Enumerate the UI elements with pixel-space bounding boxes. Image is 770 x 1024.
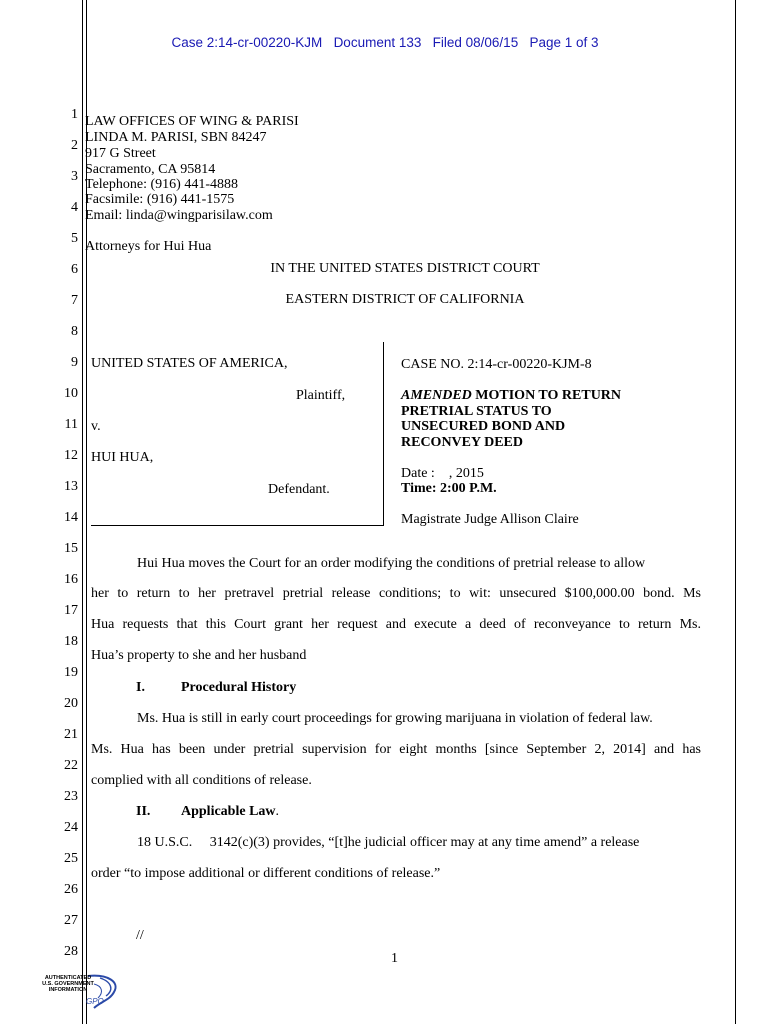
section-2-heading: [181, 804, 279, 819]
firm-name: LAW OFFICES OF WING & PARISI: [85, 114, 299, 129]
defendant-name: HUI HUA,: [91, 450, 154, 465]
plaintiff-role: Plaintiff,: [296, 388, 346, 403]
section-2-period: .: [275, 804, 280, 819]
header-filed: Filed 08/06/15: [432, 35, 519, 50]
line-number: 28: [64, 944, 78, 959]
paragraph-3-line-2: order “to impose additional or different conditions of release.”: [91, 866, 441, 881]
seal-text: [38, 975, 98, 993]
telephone: Telephone: (916) 441-4888: [85, 177, 238, 192]
city-address: Sacramento, CA 95814: [85, 162, 216, 177]
defendant-role: Defendant.: [268, 482, 330, 497]
line-number: 8: [71, 324, 78, 339]
section-1-heading: Procedural History: [181, 680, 297, 695]
line-number: 14: [64, 510, 78, 525]
header-case: Case 2:14-cr-00220-KJM: [171, 35, 323, 50]
line-number: 9: [71, 355, 78, 370]
attorney-name: LINDA M. PARISI, SBN 84247: [85, 130, 267, 145]
caption-divider: [383, 342, 384, 526]
line-number: 22: [64, 758, 78, 773]
line-number: 5: [71, 231, 78, 246]
hearing-date: Date : , 2015: [401, 466, 484, 481]
motion-title-amended: AMENDED: [401, 388, 472, 403]
versus: v.: [91, 419, 101, 434]
paragraph-1-line-2: her to return to her pretravel pretrial release conditions; to wit: unsecured $100,000.00 bond. Ms: [91, 586, 701, 601]
court-district: EASTERN DISTRICT OF CALIFORNIA: [285, 292, 525, 307]
paragraph-2-line-1: Ms. Hua is still in early court proceedings for growing marijuana in violation of federal law.: [137, 711, 653, 726]
paragraph-3-line-1: 18 U.S.C. 3142(c)(3) provides, “[t]he judicial officer may at any time amend” a release: [137, 835, 640, 850]
right-margin-rule: [735, 0, 736, 1024]
seal-line-1: AUTHENTICATED: [44, 975, 92, 981]
line-number: 21: [64, 727, 78, 742]
line-number: 19: [64, 665, 78, 680]
line-number: 17: [64, 603, 78, 618]
caption-bottom-rule: [91, 525, 383, 526]
seal-line-3: INFORMATION: [48, 987, 88, 993]
gpo-authentication-seal: [38, 972, 128, 1012]
motion-title-line2: PRETRIAL STATUS TO: [401, 403, 552, 419]
ecf-header: [0, 35, 770, 50]
line-number: 3: [71, 169, 78, 184]
continuation-slashes: //: [136, 928, 144, 943]
motion-title-line4: RECONVEY DEED: [401, 434, 523, 450]
seal-gpo-mark: GPO: [86, 997, 104, 1006]
section-1-number: I.: [136, 680, 145, 695]
motion-title-line3: UNSECURED BOND AND: [401, 419, 566, 434]
header-page: Page 1 of 3: [529, 35, 599, 50]
left-margin-rule-outer: [82, 0, 83, 1024]
plaintiff-name: UNITED STATES OF AMERICA,: [91, 356, 288, 371]
seal-line-2: U.S. GOVERNMENT: [42, 981, 94, 987]
line-number: 13: [64, 479, 78, 494]
judge-name: Magistrate Judge Allison Claire: [401, 512, 579, 527]
line-number: 20: [64, 696, 78, 711]
line-number: 15: [64, 541, 78, 556]
line-number: 25: [64, 851, 78, 866]
line-number: 24: [64, 820, 78, 835]
line-number: 11: [64, 417, 78, 432]
line-number: 4: [71, 200, 78, 215]
paragraph-2-line-3: complied with all conditions of release.: [91, 773, 312, 788]
paragraph-1-line-4: Hua’s property to she and her husband: [91, 648, 307, 663]
line-number: 12: [64, 448, 78, 463]
line-number: 1: [71, 107, 78, 122]
case-number: CASE NO. 2:14-cr-00220-KJM-8: [401, 357, 592, 372]
line-number: 2: [71, 138, 78, 153]
paragraph-2-line-2: Ms. Hua has been under pretrial supervision for eight months [since September 2, 2014] and has: [91, 742, 701, 757]
page-number: 1: [391, 951, 398, 966]
motion-title-line1: MOTION TO RETURN: [471, 388, 622, 403]
paragraph-1-line-1: Hui Hua moves the Court for an order modifying the conditions of pretrial release to allow: [137, 556, 646, 571]
attorneys-for: Attorneys for Hui Hua: [85, 239, 212, 254]
line-number: 16: [64, 572, 78, 587]
facsimile: Facsimile: (916) 441-1575: [85, 192, 235, 207]
header-document: Document 133: [333, 35, 422, 50]
paragraph-1-line-3: Hua requests that this Court grant her request and execute a deed of reconveyance to return Ms.: [91, 617, 701, 632]
motion-title: [401, 388, 681, 450]
line-number: 18: [64, 634, 78, 649]
line-number: 6: [71, 262, 78, 277]
court-name: IN THE UNITED STATES DISTRICT COURT: [270, 261, 540, 276]
email: Email: linda@wingparisilaw.com: [85, 208, 273, 223]
line-number: 7: [71, 293, 78, 308]
line-number: 26: [64, 882, 78, 897]
section-2-title: Applicable Law: [181, 804, 276, 819]
street-address: 917 G Street: [85, 146, 156, 161]
section-2-number: II.: [136, 804, 151, 819]
hearing-time: Time: 2:00 P.M.: [401, 481, 497, 496]
line-number: 27: [64, 913, 78, 928]
line-number: 23: [64, 789, 78, 804]
line-number: 10: [64, 386, 78, 401]
